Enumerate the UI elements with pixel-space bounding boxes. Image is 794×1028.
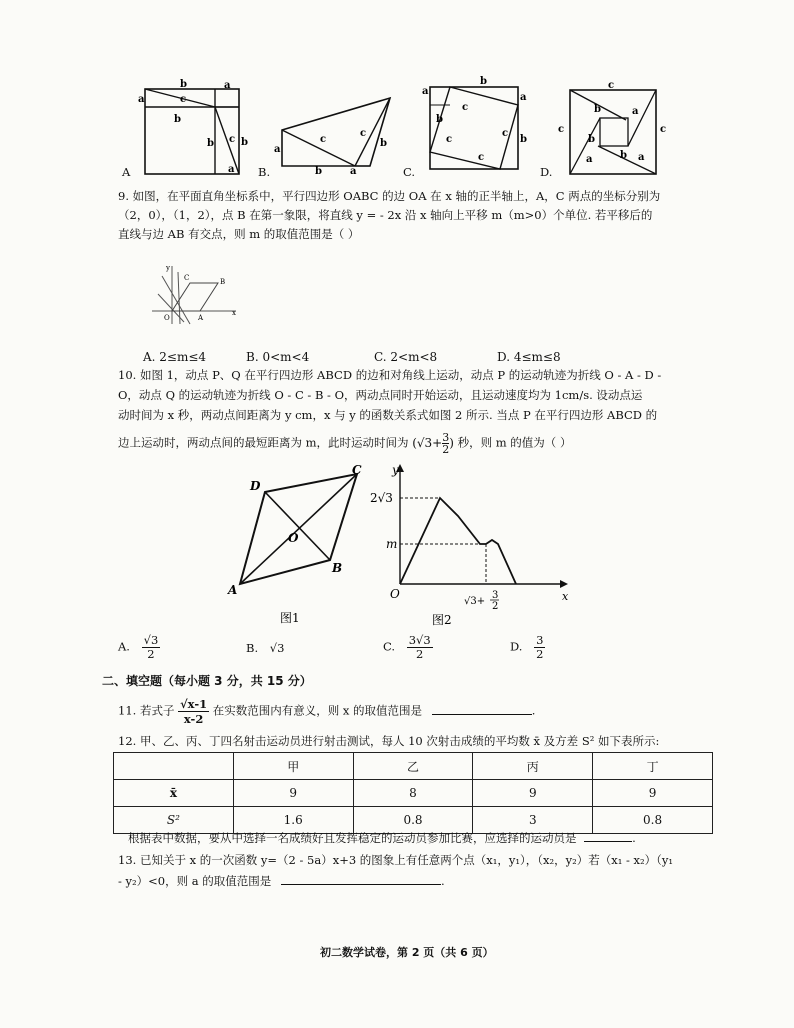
svg-text:c: c bbox=[446, 134, 453, 145]
q12-line-1: 12. 甲、乙、丙、丁四名射击运动员进行射击测试，每人 10 次射击成绩的平均数 x̄ 及方差 S² 如下表所示: bbox=[118, 734, 660, 748]
q10-fig1-d: D bbox=[250, 479, 261, 493]
q8-option-d: D. bbox=[540, 165, 553, 179]
svg-text:c: c bbox=[360, 128, 367, 139]
svg-text:b: b bbox=[174, 114, 181, 125]
q10-line-4 bbox=[118, 432, 571, 455]
q10-line-4-start: 边上运动时，两动点间的最短距离为 m，此时运动时间为 bbox=[118, 435, 409, 450]
q8-option-c: C. bbox=[403, 165, 416, 179]
q13-answer-blank[interactable] bbox=[281, 884, 441, 885]
q10-fig2-m: m bbox=[386, 537, 398, 551]
svg-text:b: b bbox=[180, 79, 187, 90]
svg-text:a: a bbox=[274, 144, 281, 155]
q13-line-2: - y₂）<0，则 a 的取值范围是 . bbox=[118, 874, 445, 888]
q8-option-b: B. bbox=[258, 165, 271, 179]
q9-figure-svg bbox=[148, 262, 238, 327]
q9-fig-a: A bbox=[198, 314, 204, 322]
svg-text:a: a bbox=[350, 166, 357, 177]
q10-fig2-caption: 图2 bbox=[432, 613, 452, 627]
q12-line-2: 根据表中数据，要从中选择一名成绩好且发挥稳定的运动员参加比赛，应选择的运动员是 . bbox=[128, 831, 636, 845]
q10-fig1-c: C bbox=[352, 463, 362, 477]
q9-line-3: 直线与边 AB 有交点，则 m 的取值范围是（ ） bbox=[118, 227, 360, 241]
svg-text:c: c bbox=[478, 152, 485, 163]
q9-option-a: A. 2≤m≤4 bbox=[143, 350, 207, 364]
svg-text:2: 2 bbox=[492, 601, 499, 612]
svg-text:b: b bbox=[241, 137, 248, 148]
q11-answer-blank[interactable] bbox=[432, 714, 532, 715]
q9-figure bbox=[148, 262, 238, 327]
q10-option-d: D. $\frac{3}{2}$ bbox=[510, 633, 544, 661]
q10-line-3: 动时间为 x 秒，两动点间距离为 y cm，x 与 y 的函数关系式如图 2 所示. 当点 P 在平行四边形 ABCD 的 bbox=[118, 408, 658, 422]
q10-fig2-y: y bbox=[392, 463, 399, 477]
q8-option-a: A bbox=[122, 165, 131, 179]
q10-time-expression: (√3+ $\frac{3}{2}$ ) bbox=[412, 431, 454, 456]
q10-fig1-caption: 图1 bbox=[280, 611, 300, 625]
svg-text:c: c bbox=[229, 134, 236, 145]
q10-fig2-x: x bbox=[562, 590, 569, 603]
q10-fig2-xtick: √3+ bbox=[464, 596, 486, 607]
q10-figure-1-svg bbox=[220, 462, 370, 625]
q8-figure-c-svg bbox=[420, 76, 530, 175]
q10-figure-2-svg bbox=[368, 462, 578, 630]
svg-text:a: a bbox=[632, 106, 639, 117]
q8-figure-d-svg bbox=[558, 80, 668, 175]
svg-text:b: b bbox=[436, 114, 443, 125]
table-row: x̄ 9 8 9 9 bbox=[114, 780, 713, 807]
svg-text:b: b bbox=[380, 138, 387, 149]
q9-fig-b: B bbox=[220, 278, 226, 286]
svg-text:c: c bbox=[180, 94, 187, 105]
svg-text:b: b bbox=[480, 76, 487, 87]
svg-text:a: a bbox=[586, 154, 593, 165]
svg-text:c: c bbox=[660, 124, 667, 135]
q9-line-1: 9. 如图，在平面直角坐标系中，平行四边形 OABC 的边 OA 在 x 轴的正半轴上，A，C 两点的坐标分别为 bbox=[118, 189, 661, 203]
svg-text:b: b bbox=[520, 134, 527, 145]
q10-fig1-o: O bbox=[288, 531, 299, 545]
svg-text:c: c bbox=[462, 102, 469, 113]
svg-text:c: c bbox=[558, 124, 565, 135]
svg-text:a: a bbox=[520, 92, 527, 103]
q10-figure-2 bbox=[368, 462, 578, 630]
svg-text:a: a bbox=[638, 152, 645, 163]
q10-option-c: C. $\frac{3√3}{2}$ bbox=[383, 633, 431, 661]
q9-option-b: B. 0<m<4 bbox=[246, 350, 310, 364]
q10-figure-1 bbox=[220, 462, 370, 625]
section-2-title: 二、填空题（每小题 3 分，共 15 分） bbox=[102, 674, 312, 688]
q11-line: 11. 若式子 $\frac{√x-1}{x-2}$ 在实数范围内有意义，则 x 的取值范围是 . bbox=[118, 697, 536, 726]
q10-fig1-a: A bbox=[228, 583, 238, 597]
svg-text:b: b bbox=[207, 138, 214, 149]
q11-numerator: √x-1 bbox=[180, 697, 208, 711]
q10-option-b: B. √3 bbox=[246, 641, 285, 655]
svg-text:a: a bbox=[422, 86, 429, 97]
svg-text:b: b bbox=[588, 134, 595, 145]
page-footer: 初二数学试卷，第 2 页（共 6 页） bbox=[320, 946, 494, 959]
q10-fig2-o: O bbox=[390, 587, 400, 601]
q8-figure-c bbox=[420, 76, 530, 175]
table-header-row: 甲 乙 丙 丁 bbox=[114, 753, 713, 780]
svg-text:a: a bbox=[228, 164, 235, 175]
svg-text:b: b bbox=[620, 150, 627, 161]
svg-text:3: 3 bbox=[492, 590, 499, 601]
q8-figure-a bbox=[120, 80, 250, 180]
q8-figure-a-svg bbox=[120, 80, 250, 180]
q8-figure-b bbox=[270, 94, 400, 177]
svg-text:a: a bbox=[138, 94, 145, 105]
svg-text:c: c bbox=[502, 128, 509, 139]
q12-answer-blank[interactable] bbox=[584, 841, 632, 842]
svg-text:c: c bbox=[320, 134, 327, 145]
q9-option-c: C. 2<m<8 bbox=[374, 350, 438, 364]
q8-figure-b-svg bbox=[270, 94, 400, 177]
q11-denominator: x-2 bbox=[183, 712, 204, 726]
q12-score-table bbox=[113, 752, 713, 834]
q9-fig-y: y bbox=[166, 264, 170, 272]
table-row: S² 1.6 0.8 3 0.8 bbox=[114, 807, 713, 834]
q9-fig-x: x bbox=[232, 309, 236, 317]
q9-fig-c: C bbox=[184, 274, 190, 282]
q10-option-a: A. $\frac{√3}{2}$ bbox=[118, 633, 159, 661]
q10-line-4-end: 秒，则 m 的值为（ ） bbox=[457, 435, 572, 450]
q9-line-2: （2，0），（1，2），点 B 在第一象限，将直线 y = - 2x 沿 x 轴向上平移 m（m>0）个单位. 若平移后的 bbox=[118, 208, 653, 222]
svg-text:a: a bbox=[224, 80, 231, 91]
q10-line-2: O，动点 Q 的运动轨迹为折线 O - C - B - O，两动点同时开始运动，且运动速度均为 1cm/s. 设动点运 bbox=[118, 388, 643, 402]
q10-fig2-ymax: 2√3 bbox=[370, 491, 393, 505]
svg-text:b: b bbox=[315, 166, 322, 177]
svg-text:c: c bbox=[608, 80, 615, 91]
q10-line-1: 10. 如图 1，动点 P、Q 在平行四边形 ABCD 的边和对角线上运动，动点 P 的运动轨迹为折线 O - A - D - bbox=[118, 368, 662, 382]
q8-figure-d bbox=[558, 80, 668, 175]
q9-option-d: D. 4≤m≤8 bbox=[497, 350, 561, 364]
q13-line-1: 13. 已知关于 x 的一次函数 y=（2 - 5a）x+3 的图象上有任意两个点（x₁，y₁），（x₂，y₂）若（x₁ - x₂）（y₁ bbox=[118, 853, 673, 867]
q10-fig1-b: B bbox=[332, 561, 343, 575]
svg-text:b: b bbox=[594, 104, 601, 115]
q9-fig-o: O bbox=[164, 314, 170, 322]
